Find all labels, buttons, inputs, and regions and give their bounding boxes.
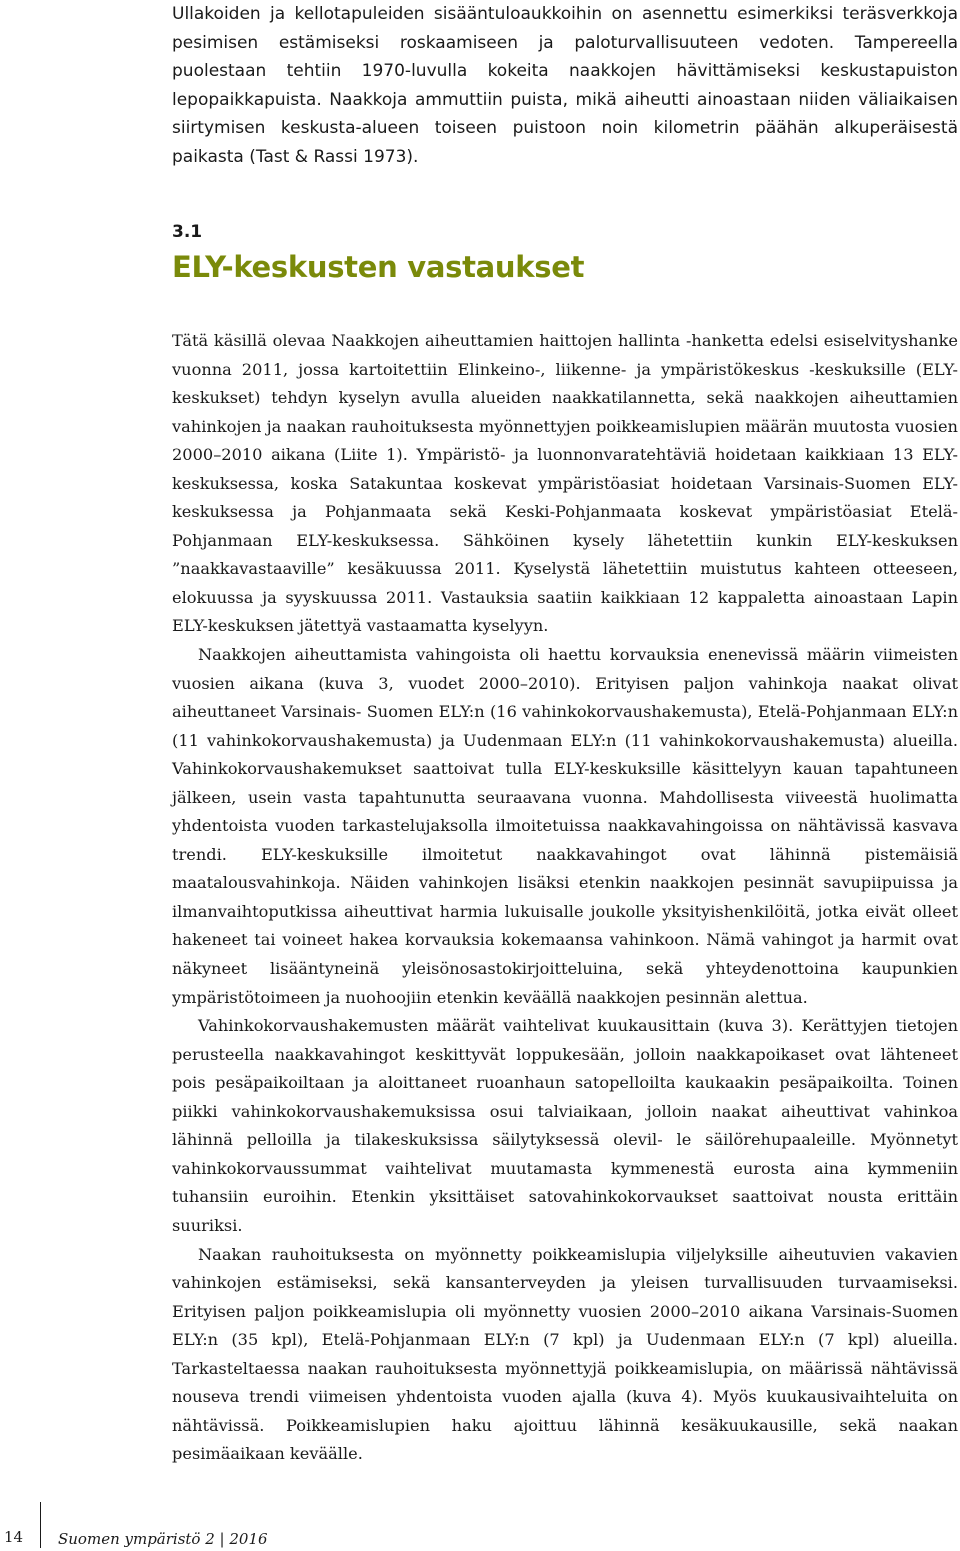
body-paragraph: Naakkojen aiheuttamista vahingoista oli haettu korvauksia enenevissä määrin viimeisten vuosien aikana (kuva 3, vuodet 2000–2010). Erityisen paljon vahinkoja naakat olivat aiheuttaneet Varsinais- Suomen ELY:n (16 vahinkokorvaushakemusta), Etelä-Pohjanmaan ELY:n (11 vahinkokorvaushakemusta) ja Uudenmaan ELY:n (11 vahinkokorvaushakemusta) alueilla. Vahinkokorvaushakemukset saattoivat tulla ELY-keskuksille käsittelyyn kauan tapahtuneen jälkeen, usein vasta tapahtunutta seuraavana vuonna. Mahdollisesta viiveestä huolimatta yhdentoista vuoden tarkastelujaksolla ilmoitetuissa naakkavahingoissa on nähtävissä kasvava trendi. ELY-keskuksille ilmoitetut naakkavahingot ovat lähinnä pistemäisiä maatalousvahinkoja. Näiden vahinkojen lisäksi etenkin naakkojen pesinnät savupiipuissa ja ilmanvaihtoputkissa aiheuttivat harmia lukuisalle joukolle yksityishenkilöitä, jotka eivät olleet hakeneet tai voineet hakea korvauksia kokemaansa vahinkoon. Nämä vahingot ja harmit ovat näkyneet lisääntyneinä yleisönosastokirjoitteluina, sekä yhteydenottoina kaupunkien ympäristötoimeen ja nuohoojiin etenkin keväällä naakkojen pesinnän alettua. [172,645,958,1007]
body-paragraph: Vahinkokorvaushakemusten määrät vaihtelivat kuukausittain (kuva 3). Kerättyjen tietojen perusteella naakkavahingot keskittyvät loppukesään, jolloin naakkapoikaset ovat lähteneet pois pesäpaikoiltaan ja aloittaneet ruoanhaun satopelloilta kaukaakin pesäpaikoilta. Toinen piikki vahinkokorvaushakemuksissa osui talviaikaan, jolloin naakat aiheuttivat vahinkoa lähinnä pelloilla ja tilakeskuksissa säilytyksessä olevil- le säilörehupaaleille. Myönnetyt vahinkokorvaussummat vaihtelivat muutamasta kymmenestä eurosta aina kymmeniin tuhansiin euroihin. Etenkin yksittäiset satovahinkokorvaukset saattoivat nousta erittäin suuriksi. [172,1016,958,1235]
intro-paragraph: Ullakoiden ja kellotapuleiden sisääntuloaukkoihin on asennettu esimerkiksi teräsverkkoja pesimisen estämiseksi roskaamiseen ja paloturvallisuuteen vedoten. Tampereella puolestaan tehtiin 1970-luvulla kokeita naakkojen hävittämiseksi keskustapuiston lepopaikkapuista. Naakkoja ammuttiin puista, mikä aiheutti ainoastaan niiden väliaikaisen siirtymisen keskusta-alueen toiseen puistoon noin kilometrin päähän alkuperäisestä paikasta (Tast & Rassi 1973). [172,4,958,167]
section-title: ELY-keskusten vastaukset [172,250,585,284]
footer-divider [40,1502,41,1548]
page-number: 14 [4,1528,24,1546]
section-body [172,327,958,1469]
section-number: 3.1 [172,222,203,242]
body-paragraph: Tätä käsillä olevaa Naakkojen aiheuttamien haittojen hallinta -hanketta edelsi esiselvityshanke vuonna 2011, jossa kartoitettiin Elinkeino-, liikenne- ja ympäristökeskus -keskuksille (ELY-keskukset) tehdyn kyselyn avulla alueiden naakkatilannetta, sekä naakkojen aiheuttamien vahinkojen ja naakan rauhoituksesta myönnettyjen poikkeamislupien määrän muutosta vuosien 2000–2010 aikana (Liite 1). Ympäristö- ja luonnonvaratehtäviä hoidetaan kaikkiaan 13 ELY-keskuksessa, koska Satakuntaa koskevat ympäristöasiat hoidetaan Varsinais-Suomen ELY-keskuksessa ja Pohjanmaata sekä Keski-Pohjanmaata koskevat ympäristöasiat Etelä-Pohjanmaan ELY-keskuksessa. Sähköinen kysely lähetettiin kunkin ELY-keskuksen ”naakkavastaaville” kesäkuussa 2011. Kyselystä lähetettiin muistutus kahteen otteeseen, elokuussa ja syyskuussa 2011. Vastauksia saatiin kaikkiaan 12 kappaletta ainoastaan Lapin ELY-keskuksen jätettyä vastaamatta kyselyyn. [172,331,958,636]
publication-name: Suomen ympäristö 2 | 2016 [58,1530,268,1548]
body-paragraph: Naakan rauhoituksesta on myönnetty poikkeamislupia viljelyksille aiheutuvien vakavien vahinkojen estämiseksi, sekä kansanterveyden ja yleisen turvallisuuden turvaamiseksi. Erityisen paljon poikkeamislupia oli myönnetty vuosien 2000–2010 aikana Varsinais-Suomen ELY:n (35 kpl), Etelä-Pohjanmaan ELY:n (7 kpl) ja Uudenmaan ELY:n (7 kpl) alueilla. Tarkasteltaessa naakan rauhoituksesta myönnettyjä poikkeamislupia, on määrissä nähtävissä nouseva trendi viimeisen yhdentoista vuoden ajalla (kuva 4). Myös kuukausivaihteluita on nähtävissä. Poikkeamislupien haku ajoittuu lähinnä kesäkuukausille, sekä naakan pesimäaikaan keväälle. [172,1244,958,1464]
